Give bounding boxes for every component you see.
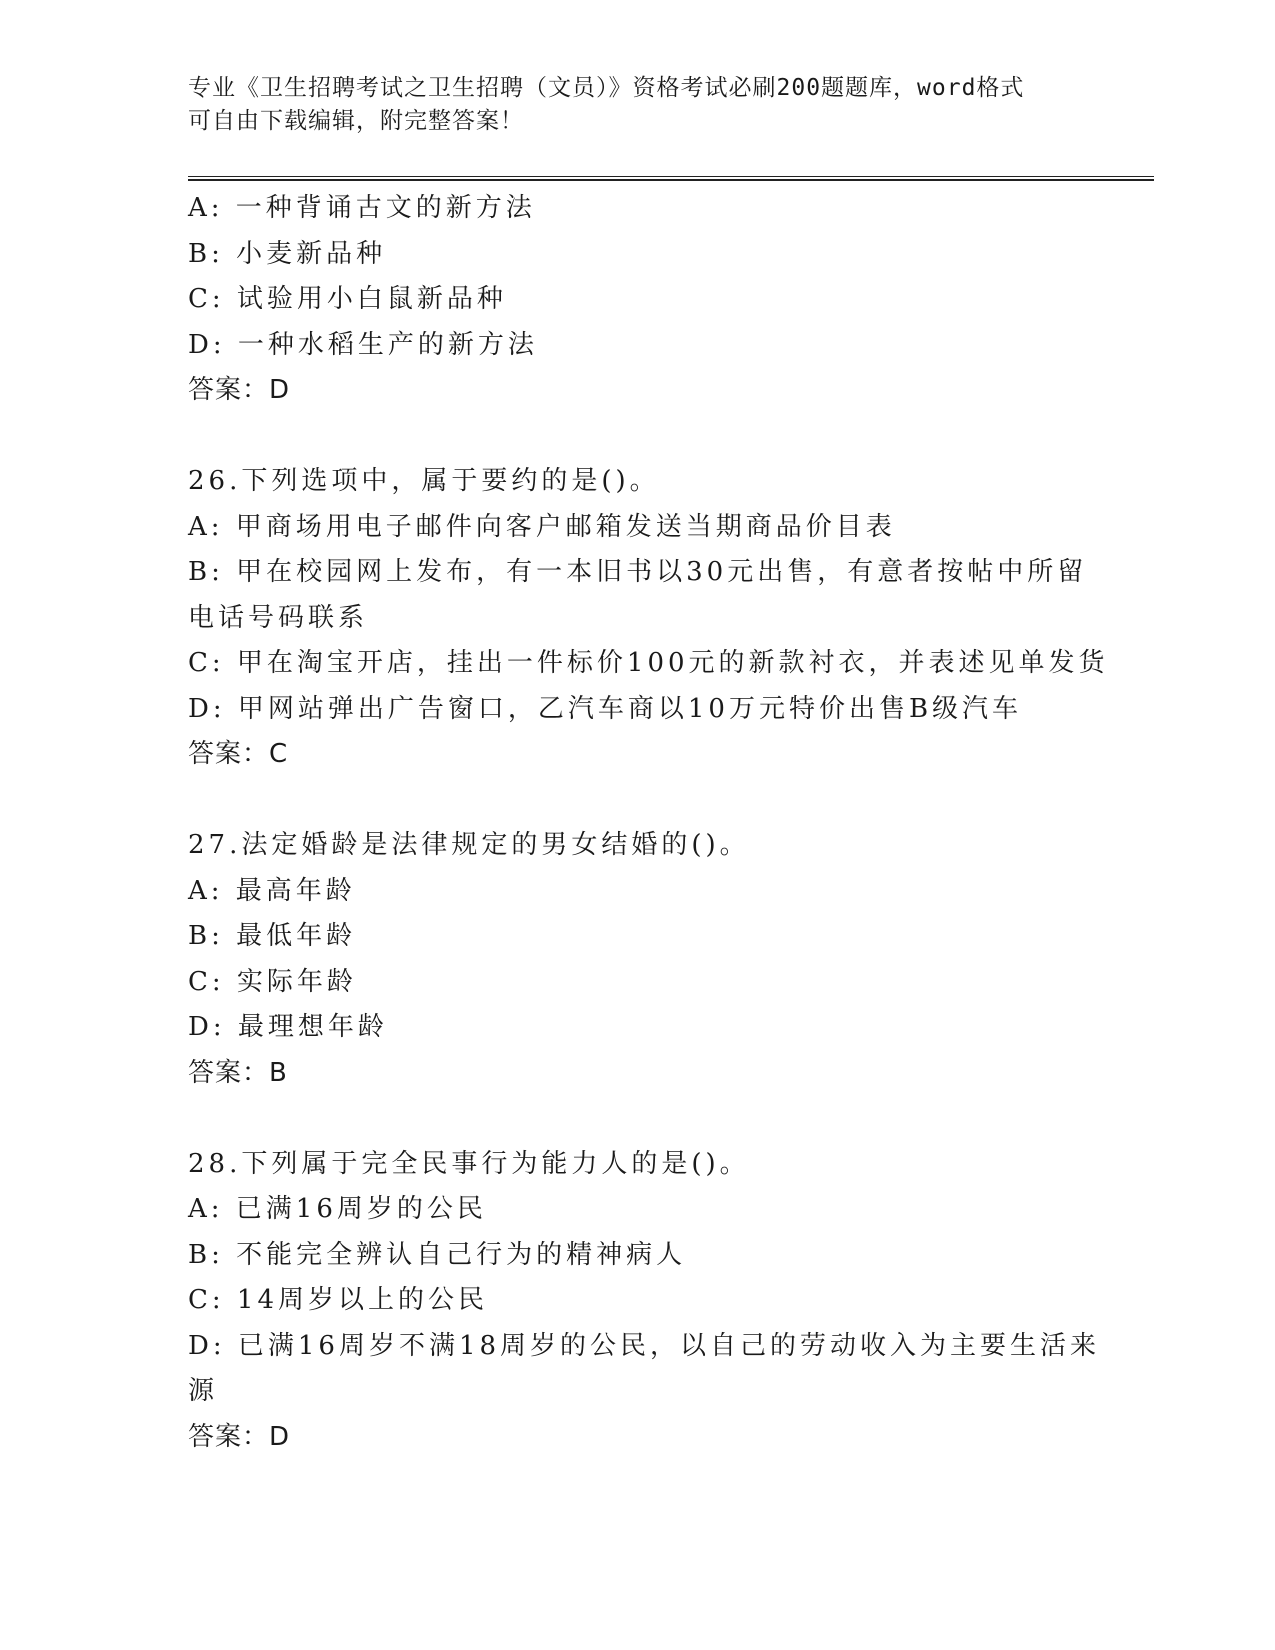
option-d-continued: 源 — [188, 1376, 219, 1406]
option-b: B: 最低年龄 — [188, 921, 357, 951]
option-b-continued: 电话号码联系 — [188, 602, 369, 633]
spacer — [188, 414, 1088, 460]
question-27 — [188, 823, 1088, 1096]
answer-line: 答案：B — [188, 1057, 288, 1088]
question-stem: 28.下列属于完全民事行为能力人的是()。 — [188, 1148, 750, 1179]
option-d: D: 一种水稻生产的新方法 — [188, 329, 538, 360]
question-28 — [188, 1142, 1101, 1461]
option-b: B: 甲在校园网上发布，有一本旧书以30元出售，有意者按帖中所留 — [188, 557, 1088, 587]
option-a: A: 甲商场用电子邮件向客户邮箱发送当期商品价目表 — [188, 511, 896, 542]
option-a: A: 最高年龄 — [188, 875, 356, 906]
option-a: A: 已满16周岁的公民 — [188, 1194, 487, 1224]
option-d: D: 最理想年龄 — [188, 1012, 388, 1042]
spacer — [188, 1096, 1088, 1142]
question-26 — [188, 459, 1109, 778]
header-title-line-2: 可自由下载编辑，附完整答案！ — [188, 108, 524, 134]
document-header — [188, 72, 1088, 138]
question-25-continued — [188, 186, 1088, 414]
option-a: A: 一种背诵古文的新方法 — [188, 193, 536, 223]
answer-line: 答案：D — [188, 1421, 291, 1452]
answer-line: 答案：C — [188, 739, 289, 769]
header-divider — [188, 176, 1154, 181]
option-c: C: 试验用小白鼠新品种 — [188, 284, 507, 314]
question-stem: 26.下列选项中，属于要约的是()。 — [188, 466, 660, 496]
question-list — [188, 186, 1109, 1460]
option-b: B: 不能完全辨认自己行为的精神病人 — [188, 1239, 687, 1270]
question-stem: 27.法定婚龄是法律规定的男女结婚的()。 — [188, 830, 750, 860]
option-b: B: 小麦新品种 — [188, 238, 387, 269]
option-c: C: 14周岁以上的公民 — [188, 1285, 489, 1315]
spacer — [188, 778, 1088, 824]
option-d: D: 甲网站弹出广告窗口，乙汽车商以10万元特价出售B级汽车 — [188, 693, 1023, 724]
option-c: C: 甲在淘宝开店，挂出一件标价100元的新款衬衣，并表述见单发货 — [188, 648, 1109, 678]
header-title-line-1: 专业《卫生招聘考试之卫生招聘（文员）》资格考试必刷200题题库，word格式 — [188, 75, 1025, 101]
answer-line: 答案：D — [188, 375, 291, 405]
option-d: D: 已满16周岁不满18周岁的公民，以自己的劳动收入为主要生活来 — [188, 1330, 1101, 1361]
option-c: C: 实际年龄 — [188, 966, 357, 997]
